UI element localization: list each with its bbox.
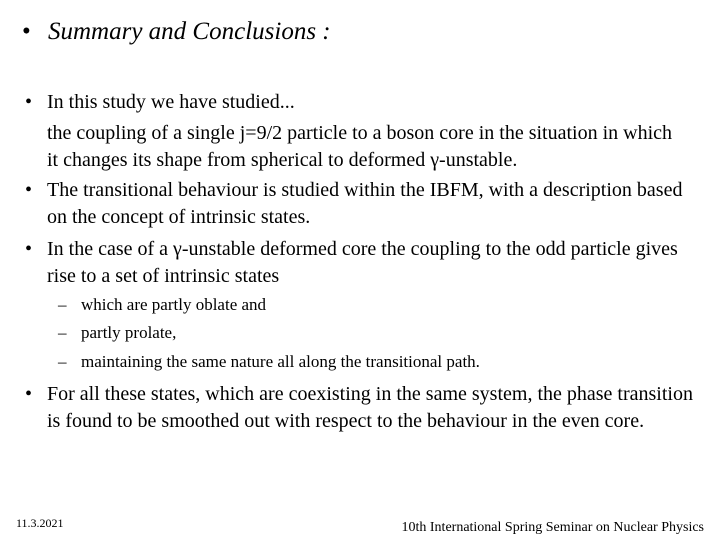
bullet-point-3 — [25, 236, 707, 289]
slide-title — [22, 18, 331, 46]
bullet-marker: • — [25, 179, 33, 201]
bullet-marker: • — [25, 91, 33, 113]
bullet-marker: • — [25, 383, 33, 405]
bullet-point-text: For all these states, which are coexisting in the same system, the phase transition is found to be smoothed out with respect to the behaviour in the even core. — [47, 383, 693, 432]
bullet-point-1 — [25, 89, 707, 116]
bullet-point-4 — [25, 381, 707, 434]
sub-point-dash: – — [58, 323, 67, 342]
sub-point-3 — [58, 350, 701, 374]
bullet-marker: • — [25, 238, 33, 260]
footer-date: 11.3.2021 — [16, 516, 64, 530]
title-bullet: • — [22, 18, 31, 45]
sub-point-text: maintaining the same nature all along the transitional path. — [81, 352, 480, 371]
sub-point-1 — [58, 293, 701, 317]
bullet-point-text: In the case of a γ-unstable deformed core the coupling to the odd particle gives rise to a set of intrinsic states — [47, 238, 678, 287]
sub-point-dash: – — [58, 352, 67, 371]
bullet-point-2 — [25, 177, 707, 230]
sub-point-text: partly prolate, — [81, 323, 177, 342]
bullet-point-text: In this study we have studied... — [47, 91, 295, 113]
bullet-point-text: the coupling of a single j=9/2 particle to a boson core in the situation in which it changes its shape from spherical to deformed γ-unstable. — [47, 122, 673, 171]
sub-point-2 — [58, 321, 701, 345]
footer-event: 10th International Spring Seminar on Nuclear Physics — [401, 520, 704, 535]
sub-point-dash: – — [58, 295, 67, 314]
sub-point-text: which are partly oblate and — [81, 295, 267, 314]
bullet-point-text: The transitional behaviour is studied within the IBFM, with a description based on the concept of intrinsic states. — [47, 179, 683, 228]
bullet-point-continuation — [47, 120, 687, 173]
slide-title-text: Summary and Conclusions : — [48, 18, 331, 45]
